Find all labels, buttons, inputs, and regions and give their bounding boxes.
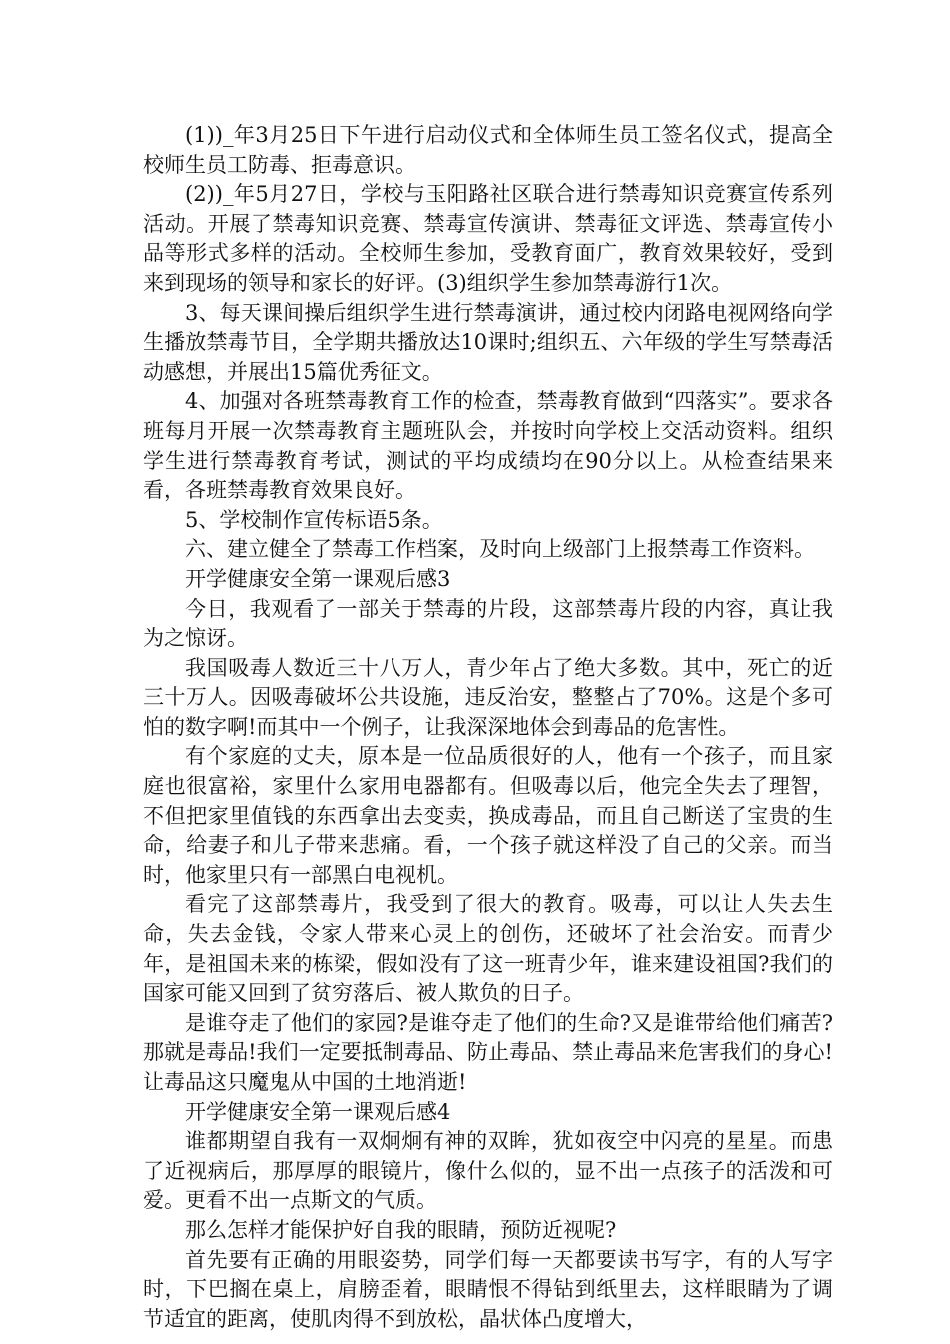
essay-3-paragraph: 看完了这部禁毒片，我受到了很大的教育。吸毒，可以让人失去生命，失去金钱，令家人带来心灵上的创伤，还破坏了社会治安。而青少年，是祖国未来的栋梁，假如没有了这一班青少年，谁来建设祖国?我们的国家可能又回到了贫穷落后、被人欺负的日子。 — [143, 892, 833, 1006]
essay-3-paragraph: 今日，我观看了一部关于禁毒的片段，这部禁毒片段的内容，真让我为之惊讶。 — [143, 596, 833, 651]
essay-3-title: 开学健康安全第一课观后感3 — [185, 566, 451, 591]
paragraph-activity-2: (2))_年5月27日，学校与玉阳路社区联合进行禁毒知识竞赛宣传系列活动。开展了禁毒知识竞赛、禁毒宣传演讲、禁毒征文评选、禁毒宣传小品等形式多样的活动。全校师生参加，受教育面广，教育效果较好，受到来到现场的领导和家长的好评。(3)组织学生参加禁毒游行1次。 — [143, 182, 833, 295]
essay-4-title: 开学健康安全第一课观后感4 — [185, 1099, 451, 1124]
essay-3-paragraph: 我国吸毒人数近三十八万人，青少年占了绝大多数。其中，死亡的近三十万人。因吸毒破坏公共设施，违反治安，整整占了70%。这是个多可怕的数字啊!而其中一个例子，让我深深地体会到毒品的危害性。 — [143, 655, 833, 739]
essay-3-paragraph: 有个家庭的丈夫，原本是一位品质很好的人，他有一个孩子，而且家庭也很富裕，家里什么家用电器都有。但吸毒以后，他完全失去了理智，不但把家里值钱的东西拿出去变卖，换成毒品，而且自己断送了宝贵的生命，给妻子和儿子带来悲痛。看，一个孩子就这样没了自己的父亲。而当时，他家里只有一部黑白电视机。 — [143, 744, 833, 887]
paragraph-section-6: 六、建立健全了禁毒工作档案，及时向上级部门上报禁毒工作资料。 — [185, 537, 815, 562]
essay-3-paragraph: 是谁夺走了他们的家园?是谁夺走了他们的生命?又是谁带给他们痛苦?那就是毒品!我们一定要抵制毒品、防止毒品、禁止毒品来危害我们的身心!让毒品这只魔鬼从中国的土地消逝! — [143, 1010, 833, 1094]
paragraph-item-5: 5、学校制作宣传标语5条。 — [185, 507, 443, 532]
paragraph-item-3: 3、每天课间操后组织学生进行禁毒演讲，通过校内闭路电视网络向学生播放禁毒节目，全学期共播放达10课时;组织五、六年级的学生写禁毒活动感想，并展出15篇优秀征文。 — [143, 300, 833, 384]
paragraph-item-4: 4、加强对各班禁毒教育工作的检查，禁毒教育做到“四落实”。要求各班每月开展一次禁毒教育主题班队会，并按时向学校上交活动资料。组织学生进行禁毒教育考试，测试的平均成绩均在90分以上。从检查结果来看，各班禁毒教育效果良好。 — [143, 389, 833, 503]
document-body — [143, 121, 833, 1334]
essay-4-paragraph: 那么怎样才能保护好自我的眼睛，预防近视呢? — [185, 1217, 617, 1242]
paragraph-activity-1: (1))_年3月25日下午进行启动仪式和全体师生员工签名仪式，提高全校师生员工防毒、拒毒意识。 — [143, 123, 833, 177]
essay-4-paragraph: 谁都期望自我有一双炯炯有神的双眸，犹如夜空中闪亮的星星。而患了近视病后，那厚厚的眼镜片，像什么似的，显不出一点孩子的活泼和可爱。更看不出一点斯文的气质。 — [143, 1129, 833, 1213]
essay-4-paragraph: 首先要有正确的用眼姿势，同学们每一天都要读书写字，有的人写字时，下巴搁在桌上，肩膀歪着，眼睛恨不得钻到纸里去，这样眼睛为了调节适宜的距离，使肌肉得不到放松，晶状体凸度增大， — [143, 1247, 833, 1331]
